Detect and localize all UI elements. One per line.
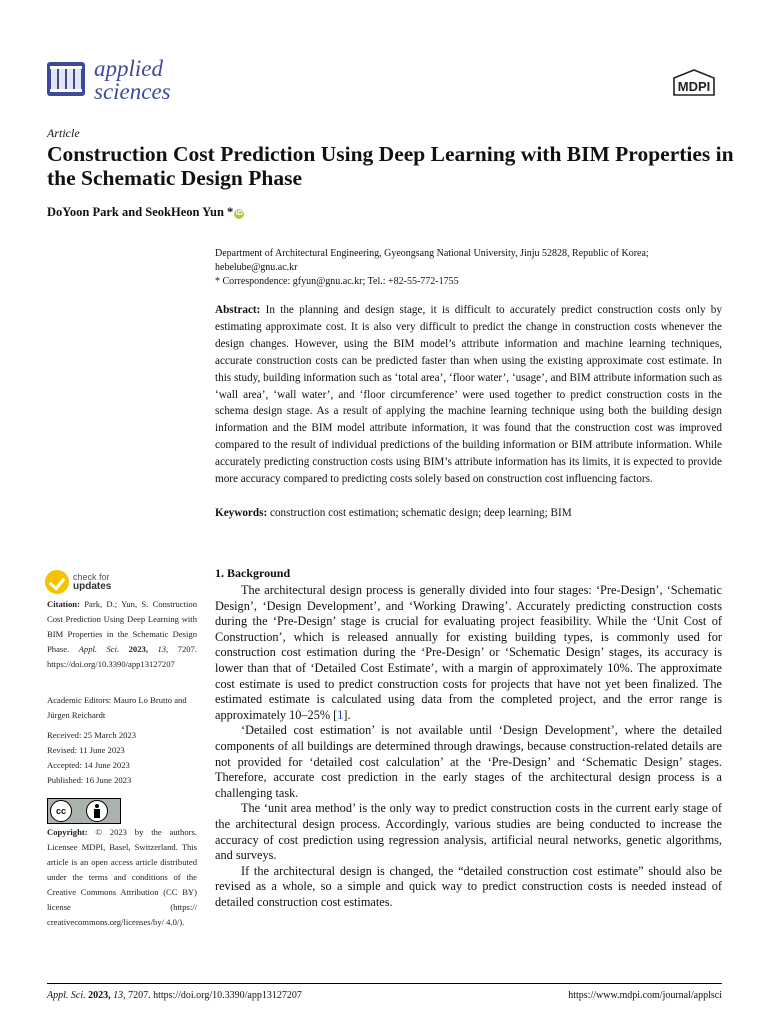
correspondence: * Correspondence: gfyun@gnu.ac.kr; Tel.: +82-55-772-1755: [215, 276, 459, 287]
copyright: [47, 825, 197, 930]
citation-text: Park, D.; Yun, S. Construction Cost Prediction Using Deep Learning with BIM Properties in the Schematic Design Phase.: [47, 599, 197, 654]
academic-editors: Academic Editors: Mauro Lo Brutto and Jürgen Reichardt: [47, 695, 187, 720]
paragraph-1: [215, 583, 722, 723]
abstract-label: Abstract:: [215, 304, 261, 316]
revised-date: Revised: 11 June 2023: [47, 745, 125, 755]
check-updates-text: [73, 572, 111, 592]
footer-citation: [47, 990, 302, 1001]
abstract: [215, 302, 722, 488]
affiliation-block: [215, 247, 725, 289]
copyright-text: © 2023 by the authors. Licensee MDPI, Basel, Switzerland. This article is an open access article distributed under the terms and conditions of the Creative Commons Attribution (CC BY) license (https:// creativecommons.org/licenses/by/ 4.0/).: [47, 827, 197, 927]
article-title: Construction Cost Prediction Using Deep Learning with BIM Properties in the Schematic Design Phase: [47, 142, 734, 190]
footer-year: 2023,: [88, 990, 111, 1001]
citation: [47, 597, 197, 672]
citation-year: 2023,: [128, 644, 148, 654]
published-date: Published: 16 June 2023: [47, 775, 132, 785]
copyright-label: Copyright:: [47, 827, 88, 837]
paragraph-2: ‘Detailed cost estimation’ is not available until ‘Design Development’, where the detailed components of all buildings are determined through drawings, because construction-related details are not provided for ‘detailed cost calculation’ at the ‘Pre-Design’ and ‘Schematic Design’ stages. Therefore, accurate cost prediction in the early stages of the architectural design process is a challenging task.: [215, 723, 722, 800]
publisher-logo-icon: [666, 68, 722, 100]
footer-divider: [47, 983, 722, 984]
orcid-icon[interactable]: iD: [235, 210, 243, 217]
cc-icon: cc: [50, 800, 72, 822]
journal-name-line1: applied: [94, 56, 163, 81]
footer-journal: Appl. Sci.: [47, 990, 86, 1001]
paragraph-1-text: The architectural design process is generally divided into four stages: ‘Pre-Design’, ‘Schematic Design’, ‘Design Development’, and ‘Working Drawing’. Accurately predicting construction costs during the ‘Pre-Design’ stage is crucial for evaluating project feasibility. While the ‘Unit Cost of Construction’, which is released annually for existing building types, is commonly used for construction cost estimation during the ‘Pre-Design’ or ‘Schematic Design’ stages, its accuracy is lower than that of ‘Detailed Cost Estimate’, with a margin of approximately 10%. The approximate cost estimate is used to predict construction costs for projects that have not yet been finalized. The estimated estimate is calculated using data from the completed project, and the error range is approximately 10–25% [: [215, 583, 722, 722]
footer-doi[interactable]: 7207. https://doi.org/10.3390/app13127207: [128, 990, 302, 1001]
affiliation: Department of Architectural Engineering, Gyeongsang National University, Jinju 52828, Republic of Korea; hebelube@gnu.ac.kr: [215, 248, 649, 273]
by-person-icon: [86, 800, 108, 822]
footer-volume: 13,: [113, 990, 126, 1001]
keywords-label: Keywords:: [215, 507, 268, 519]
citation-journal: Appl. Sci.: [78, 644, 120, 654]
keywords: [215, 507, 722, 519]
authors: [47, 205, 244, 220]
section-heading: 1. Background: [215, 566, 291, 580]
paragraph-3: The ‘unit area method’ is the only way to predict construction costs in the current early stage of the architectural design process. Accordingly, various studies are being conducted to increase the accuracy of cost prediction using regression analysis, artificial neural networks, genetic algorithms, and surveys.: [215, 801, 722, 863]
paragraph-1-end: ].: [343, 707, 351, 722]
check-updates-icon: [45, 570, 69, 594]
publisher-name: MDPI: [677, 79, 711, 94]
check-updates-line1: check for: [73, 572, 110, 582]
journal-logo-icon: [47, 62, 85, 96]
citation-doi[interactable]: 7207. https://doi.org/10.3390/app13127207: [47, 644, 197, 669]
check-updates-line2: updates: [73, 581, 112, 592]
check-for-updates-badge[interactable]: [45, 570, 155, 596]
citation-label: Citation:: [47, 599, 80, 609]
footer-journal-url[interactable]: https://www.mdpi.com/journal/applsci: [568, 990, 722, 1001]
reference-link[interactable]: 1: [337, 707, 344, 722]
authors-text: DoYoon Park and SeokHeon Yun *: [47, 205, 234, 219]
abstract-text: In the planning and design stage, it is difficult to accurately predict construction costs only by estimating approximate cost. It is also very difficult to predict the change in construction costs whenever the design changes. However, using the BIM model’s attribute information and machine learning techniques, accurate construction costs can be predicted faster than when using the existing approximate cost estimate. In this study, building information such as ‘total area’, ‘floor water’, ‘usage’, and BIM attribute information such as ‘wall area’, ‘wall water’, and ‘floor circumference’ were used together to predict construction costs in the schema design stage. As a result of applying the machine learning technique using both the building design information and the BIM model attribute information, it was found that the construction cost was improved compared to the result of individual predictions of the building information or BIM attribute information. While accurately predicting construction costs using BIM’s attribute information has its limits, it is expected to provide more accuracy compared to predicting costs solely based on construction cost influencing factors.: [215, 304, 722, 486]
cc-by-license-icon[interactable]: [47, 798, 121, 824]
article-type: Article: [47, 126, 80, 140]
received-date: Received: 25 March 2023: [47, 730, 137, 740]
keywords-text: construction cost estimation; schematic design; deep learning; BIM: [270, 507, 572, 519]
article-dates: [47, 728, 197, 788]
paragraph-4: If the architectural design is changed, the “detailed construction cost estimate” should also be revised as a whole, so a simple and quick way to predict construction costs is needed instead of detailed construction cost estimates.: [215, 863, 722, 909]
accepted-date: Accepted: 14 June 2023: [47, 760, 130, 770]
body-text: [215, 583, 722, 910]
journal-name: [94, 57, 171, 103]
journal-name-line2: sciences: [94, 79, 171, 104]
citation-volume: 13,: [157, 644, 169, 654]
